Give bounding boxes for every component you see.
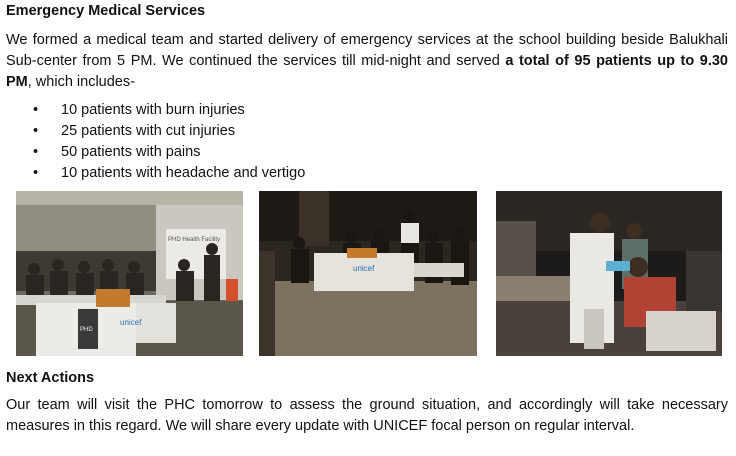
medical-team-photo-1	[16, 191, 243, 356]
medical-team-photo-3	[496, 191, 722, 356]
bullet-icon: •	[33, 144, 39, 160]
panel-text: PHD	[80, 327, 93, 333]
intro-text-start: We formed a medical team and started delivery of emergency services at the school building beside Balukhali Sub-center from 5 PM. We continued the services till mid-night and served	[6, 32, 728, 69]
list-item	[6, 100, 728, 121]
intro-text-end: , which includes-	[27, 74, 135, 90]
list-item-text: 10 patients with burn injuries	[61, 102, 245, 118]
next-actions-paragraph: Our team will visit the PHC tomorrow to assess the ground situation, and accordingly will take necessary measures in this regard. We will share every update with UNICEF focal person on regular interval.	[6, 397, 728, 434]
list-item-text: 50 patients with pains	[61, 144, 201, 160]
unicef-box-text: unicef	[353, 264, 375, 273]
patient-list	[6, 100, 728, 184]
banner-text: PHD Health Facility	[168, 237, 221, 243]
photo-strip	[6, 191, 728, 359]
bullet-icon: •	[33, 165, 39, 181]
bullet-icon: •	[33, 102, 39, 118]
document-page	[6, 0, 728, 437]
intro-text-bold: a total of 95 patients up to 9.30 PM	[6, 53, 728, 90]
section-heading-next-actions: Next Actions	[6, 370, 95, 386]
list-item	[6, 121, 728, 142]
list-item-text: 25 patients with cut injuries	[61, 123, 236, 139]
intro-paragraph	[6, 30, 728, 93]
section-heading-emergency: Emergency Medical Services	[6, 3, 206, 19]
list-item	[6, 142, 728, 163]
unicef-box-text: unicef	[120, 318, 142, 327]
bullet-icon: •	[33, 123, 39, 139]
medical-team-photo-2	[259, 191, 477, 356]
list-item	[6, 163, 728, 184]
list-item-text: 10 patients with headache and vertigo	[61, 165, 306, 181]
